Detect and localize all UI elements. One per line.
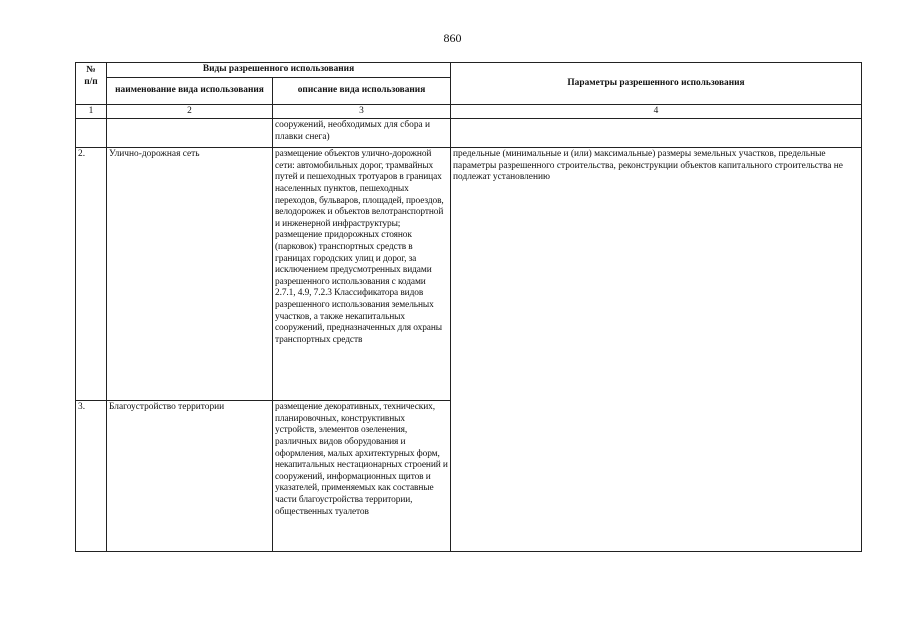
- col-number: 4: [451, 104, 862, 119]
- header-params: Параметры разрешенного использования: [451, 63, 862, 105]
- cell-name: [107, 119, 273, 148]
- col-number: 3: [273, 104, 451, 119]
- table-row: [76, 148, 862, 401]
- header-group: Виды разрешенного использования: [107, 63, 451, 78]
- cell-params: [451, 119, 862, 148]
- cell-desc: размещение декоративных, технических, планировочных, конструктивных устройств, элементов озеленения, различных видов оборудования и оформления, малых архитектурных форм, некапитальных нестационарных строений и сооружений, информационных щитов и указателей, применяемых как составные части благоустройства территории, общественных туалетов: [273, 401, 451, 552]
- column-number-row: [76, 104, 862, 119]
- land-use-table: [75, 62, 862, 552]
- header-desc: описание вида использования: [273, 77, 451, 104]
- header-num: № п/п: [76, 63, 107, 105]
- cell-name: Благоустройство территории: [107, 401, 273, 552]
- col-number: 1: [76, 104, 107, 119]
- cell-num: 2.: [76, 148, 107, 401]
- table-header-row: [76, 63, 862, 78]
- col-number: 2: [107, 104, 273, 119]
- page-number: 860: [443, 31, 462, 45]
- cell-name: Улично-дорожная сеть: [107, 148, 273, 401]
- cell-num: 3.: [76, 401, 107, 552]
- cell-num: [76, 119, 107, 148]
- cell-desc: размещение объектов улично-дорожной сети: автомобильных дорог, трамвайных путей и пешеходных тротуаров в границах населенных пунктов, пешеходных переходов, бульваров, площадей, проездов, велодорожек и объектов велотранспортной и инженерной инфраструктуры; размещение придорожных стоянок (парковок) транспортных средств в границах городских улиц и дорог, за исключением предусмотренных видами разрешенного использования с кодами 2.7.1, 4.9, 7.2.3 Классификатора видов разрешенного использования земельных участков, а также некапитальных сооружений, предназначенных для охраны транспортных средств: [273, 148, 451, 401]
- table-row-continuation: [76, 119, 862, 148]
- header-name: наименование вида использования: [107, 77, 273, 104]
- cell-desc: сооружений, необходимых для сбора и плавки снега): [273, 119, 451, 148]
- cell-params-merged: предельные (минимальные и (или) максимальные) размеры земельных участков, предельные параметры разрешенного строительства, реконструкции объектов капитального строительства не подлежат установлению: [451, 148, 862, 552]
